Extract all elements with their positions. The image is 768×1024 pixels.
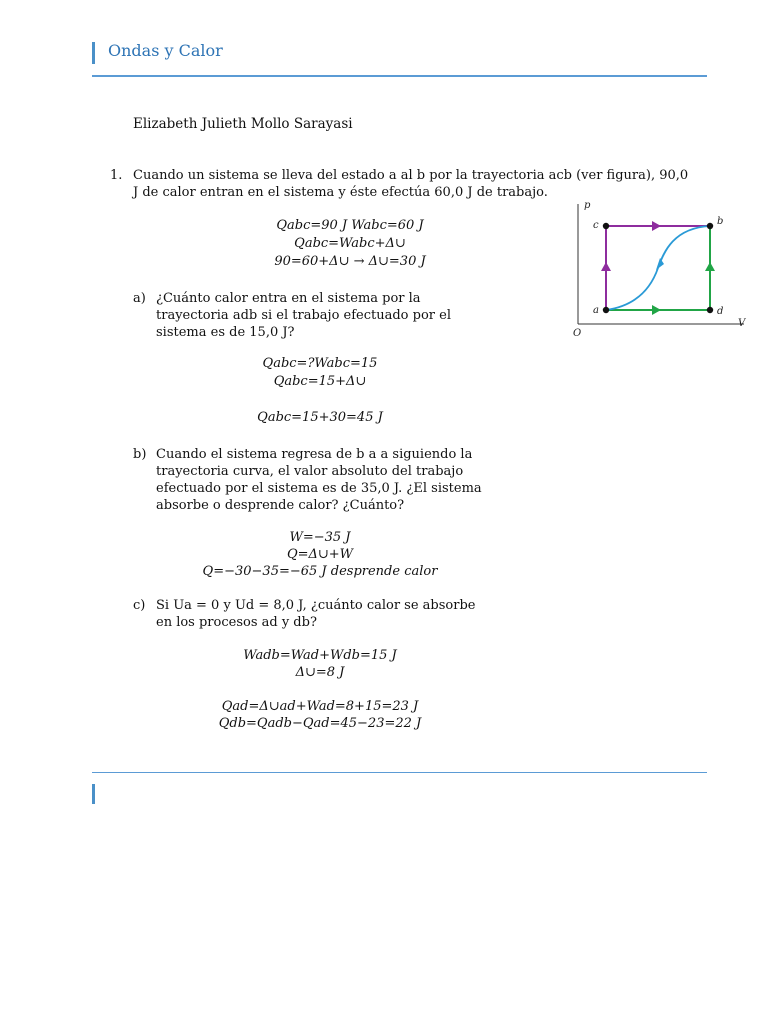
arrow-down-icon [656,258,664,270]
part-c-text-line: Si Ua = 0 y Ud = 8,0 J, ¿cuánto calor se absorbe [156,598,476,613]
label-c: c [593,220,599,231]
part-c-label: c) [133,598,146,613]
part-b-text-line: absorbe o desprende calor? ¿Cuánto? [156,498,405,513]
problem-number: 1. [110,168,123,183]
pv-diagram [564,196,754,346]
problem-statement-line-1: Cuando un sistema se lleva del estado a al b por la trayectoria acb (ver figura), 90,0 [133,168,689,183]
part-a-text-line: ¿Cuánto calor entra en el sistema por la [156,291,421,306]
footer-rule [92,772,707,773]
equation: Wadb=Wad+Wdb=15 J [243,648,397,663]
equation: Qdb=Qadb−Qad=45−23=22 J [218,716,422,731]
equation: W=−35 J [289,530,351,545]
equation: Q=Δ∪+W [286,547,354,562]
point-c [603,223,609,229]
header-rule [92,75,707,77]
problem-statement-line-2: J de calor entran en el sistema y éste efectúa 60,0 J de trabajo. [133,185,548,200]
equation: Q=−30−35=−65 J desprende calor [202,564,438,579]
part-b-text-line: efectuado por el sistema es de 35,0 J. ¿El sistema [156,481,482,496]
part-b-label: b) [133,447,147,462]
label-b: b [717,216,724,227]
part-a-text-line: sistema es de 15,0 J? [156,325,295,340]
equation: Qabc=90 J Wabc=60 J [276,218,424,233]
arrow-up-icon [601,262,611,271]
arrow-right-icon [652,305,661,315]
part-a-label: a) [133,291,146,306]
page-header-title: Ondas y Calor [108,41,223,60]
part-b-text-line: Cuando el sistema regresa de b a a siguiendo la [156,447,473,462]
author-name: Elizabeth Julieth Mollo Sarayasi [133,116,353,132]
point-d [707,307,713,313]
footer-accent-bar [92,784,95,804]
arrow-right-icon [652,221,661,231]
point-a [603,307,609,313]
label-d: d [717,306,724,317]
equation: Qad=Δ∪ad+Wad=8+15=23 J [221,699,419,714]
equation: Δ∪=8 J [295,665,345,680]
part-c-text-line: en los procesos ad y db? [156,615,317,630]
header-accent-bar [92,42,95,64]
arrow-up-icon [705,262,715,271]
equation: Qabc=?Wabc=15 [262,356,378,371]
point-b [707,223,713,229]
p-axis-label: p [584,200,591,211]
equation: Qabc=Wabc+Δ∪ [294,236,406,251]
part-b-text-line: trayectoria curva, el valor absoluto del trabajo [156,464,464,479]
equation: 90=60+Δ∪ → Δ∪=30 J [274,254,426,269]
equation: Qabc=15+30=45 J [257,410,383,425]
equation: Qabc=15+Δ∪ [273,374,367,389]
part-a-text-line: trayectoria adb si el trabajo efectuado por el [156,308,451,323]
label-a: a [593,305,599,316]
v-axis-label: V [738,318,746,329]
origin-label: O [573,328,582,339]
